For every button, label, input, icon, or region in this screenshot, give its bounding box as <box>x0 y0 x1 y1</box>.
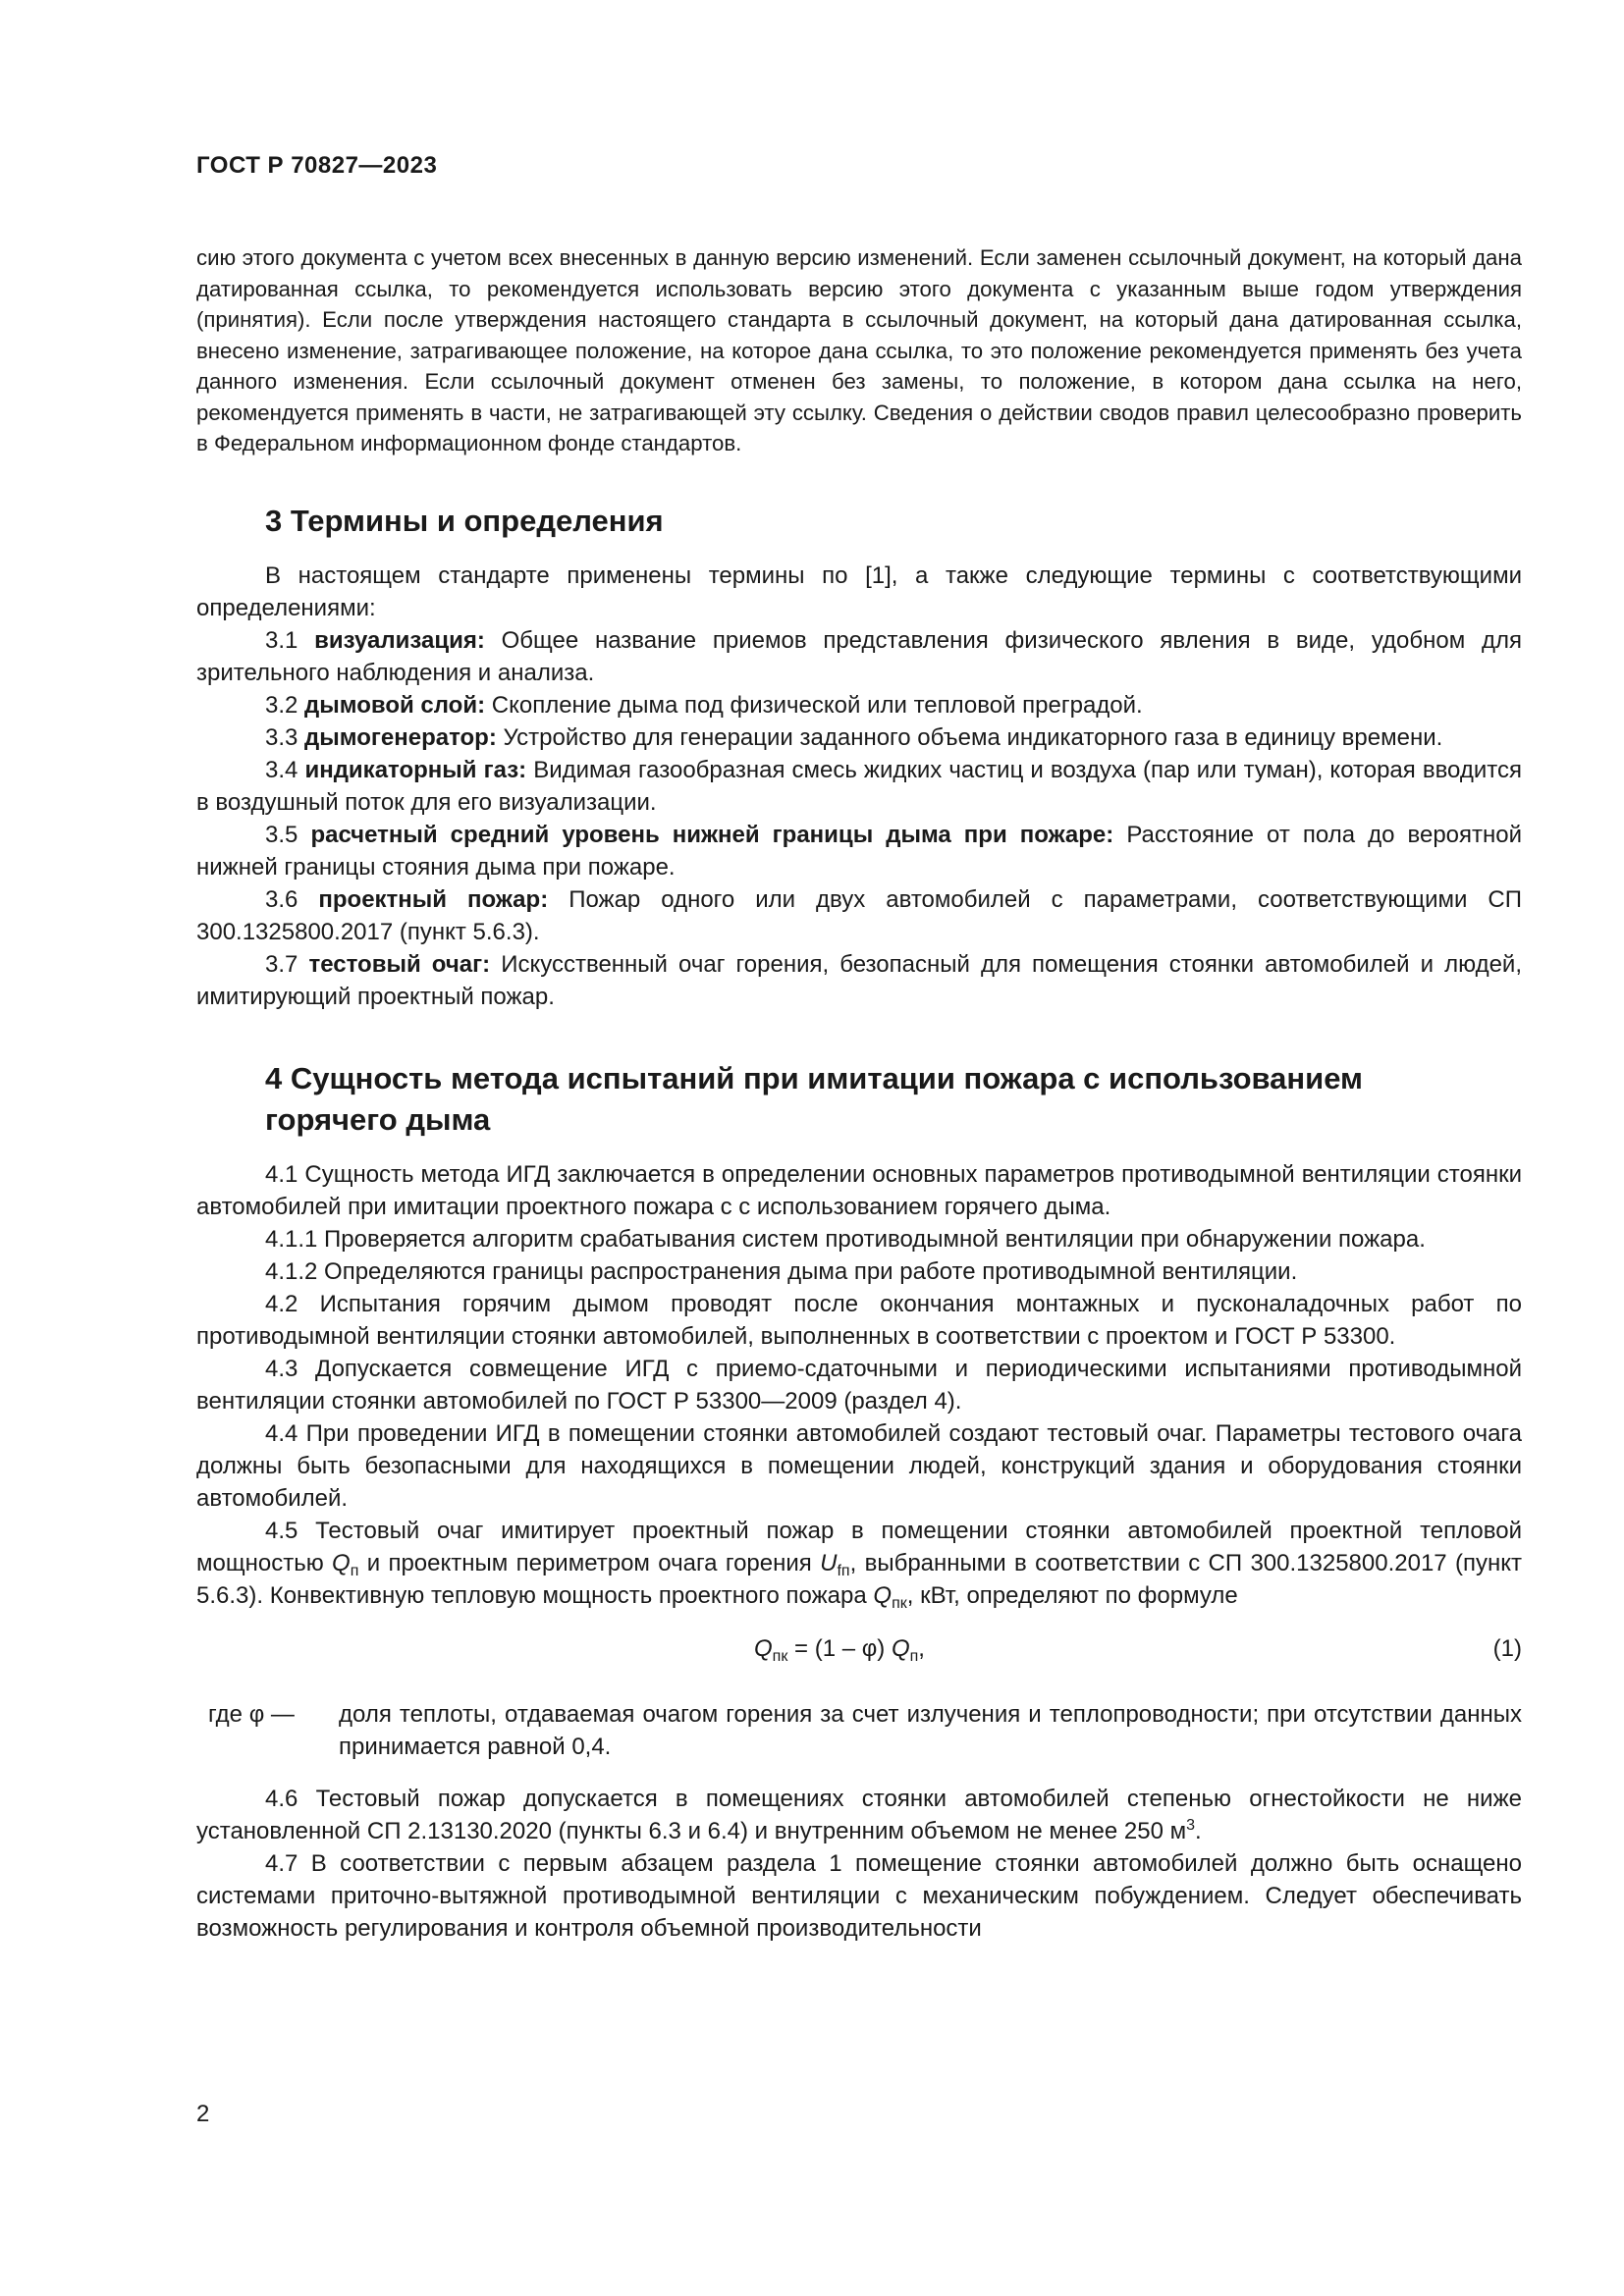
p45-text-3: , выбранными в соответствии с СП 300.1325800.2017 (пункт 5.6.3). Конвективную тепловую мощность проектного пожара <box>196 1549 1522 1609</box>
paragraph-4-3: 4.3 Допускается совмещение ИГД с приемо-сдаточными и периодическими испытаниями противодымной вентиляции стоянки автомобилей по ГОСТ Р 53300—2009 (раздел 4). <box>196 1355 1522 1415</box>
where-clause <box>196 1698 1522 1763</box>
term-definition: Общее название приемов представления физического явления в виде, удобном для зрительного наблюдения и анализа. <box>196 626 1522 686</box>
formula-rhs: Q <box>891 1634 910 1662</box>
term-number: 3.7 <box>265 950 298 978</box>
paragraph-4-6 <box>196 1783 1522 1847</box>
term-definition: Скопление дыма под физической или тепловой преградой. <box>491 691 1143 719</box>
section-3-heading: 3 Термины и определения <box>265 503 664 538</box>
term-3-5 <box>196 819 1522 883</box>
var-q: Q <box>332 1549 351 1576</box>
formula-1 <box>196 1629 1522 1677</box>
term-3-4 <box>196 754 1522 819</box>
formula-rhs-sub: п <box>909 1647 919 1665</box>
formula-lhs: Q <box>754 1634 773 1662</box>
formula-expression <box>754 1635 925 1663</box>
formula-tail: , <box>918 1634 925 1662</box>
term-number: 3.2 <box>265 691 298 719</box>
term-3-2 <box>196 689 1522 721</box>
where-label: где φ — <box>208 1700 295 1728</box>
term-name: расчетный средний уровень нижней границы дыма при пожаре: <box>310 821 1114 848</box>
paragraph-4-2: 4.2 Испытания горячим дымом проводят после окончания монтажных и пусконаладочных работ по противодымной вентиляции стоянки автомобилей, выполненных в соответствии с проектом и ГОСТ Р 53300. <box>196 1290 1522 1350</box>
paragraph-4-7: 4.7 В соответствии с первым абзацем раздела 1 помещение стоянки автомобилей должно быть оснащено системами приточно-вытяжной противодымной вентиляции с механическим побуждением. Следует обеспечивать возможность регулирования и контроля объемной производительности <box>196 1849 1522 1942</box>
section-4-heading-line1: 4 Сущность метода испытаний при имитации пожара с использованием <box>265 1060 1363 1095</box>
term-definition: Пожар одного или двух автомобилей с параметрами, соответствующими СП 300.1325800.2017 (пункт 5.6.3). <box>196 885 1522 945</box>
section-3-lead: В настоящем стандарте применены термины по [1], а также следующие термины с соответствующими определениями: <box>196 561 1522 621</box>
term-number: 3.1 <box>265 626 298 654</box>
term-name: тестовый очаг: <box>308 950 491 978</box>
paragraph-4-1: 4.1 Сущность метода ИГД заключается в определении основных параметров противодымной вентиляции стоянки автомобилей при имитации проектного пожара с с использованием горячего дыма. <box>196 1160 1522 1220</box>
term-number: 3.3 <box>265 723 298 751</box>
term-name: проектный пожар: <box>318 885 549 913</box>
section-4-heading <box>196 1058 1522 1141</box>
term-number: 3.6 <box>265 885 298 913</box>
term-number: 3.5 <box>265 821 298 848</box>
term-number: 3.4 <box>265 756 298 783</box>
term-3-1 <box>196 624 1522 689</box>
term-name: индикаторный газ: <box>304 756 527 783</box>
document-id-header: ГОСТ Р 70827—2023 <box>196 152 438 179</box>
var-qk: Q <box>873 1581 893 1609</box>
section-4-heading-line2: горячего дыма <box>265 1101 491 1137</box>
term-definition: Искусственный очаг горения, безопасный для помещения стоянки автомобилей и людей, имитирующий проектный пожар. <box>196 950 1522 1010</box>
p46-tail: . <box>1195 1817 1202 1844</box>
term-name: визуализация: <box>314 626 485 654</box>
p45-text-4: , кВт, определяют по формуле <box>906 1581 1238 1609</box>
intro-paragraph: сию этого документа с учетом всех внесенных в данную версию изменений. Если заменен ссылочный документ, на который дана датированная ссылка, то рекомендуется использовать версию этого документа с указанным выше годом утверждения (принятия). Если после утверждения настоящего стандарта в ссылочный документ, на который дана датированная ссылка, внесено изменение, затрагивающее положение, на которое дана ссылка, то это положение рекомендуется применять без учета данного изменения. Если ссылочный документ отменен без замены, то положение, в котором дана ссылка на него, рекомендуется применять в части, не затрагивающей эту ссылку. Сведения о действии сводов правил целесообразно проверить в Федеральном информационном фонде стандартов. <box>196 245 1522 455</box>
term-definition: Расстояние от пола до вероятной нижней границы стояния дыма при пожаре. <box>196 821 1523 881</box>
var-q-sub: п <box>350 1562 359 1579</box>
term-3-3 <box>196 721 1522 754</box>
formula-number: (1) <box>1492 1634 1522 1662</box>
term-definition: Устройство для генерации заданного объема индикаторного газа в единицу времени. <box>503 723 1443 751</box>
term-name: дымовой слой: <box>304 691 486 719</box>
where-text: доля теплоты, отдаваемая очагом горения за счет излучения и теплопроводности; при отсутствии данных принимается равной 0,4. <box>339 1700 1522 1760</box>
paragraph-4-1-2: 4.1.2 Определяются границы распространения дыма при работе противодымной вентиляции. <box>265 1257 1298 1285</box>
page-number: 2 <box>196 2101 210 2127</box>
var-u: U <box>820 1549 838 1576</box>
paragraph-4-1-1: 4.1.1 Проверяется алгоритм срабатывания систем противодымной вентиляции при обнаружении пожара. <box>265 1225 1426 1253</box>
p45-text-2: и проектным периметром очага горения <box>358 1549 821 1576</box>
var-u-sub: fп <box>837 1562 850 1579</box>
term-definition: Видимая газообразная смесь жидких частиц и воздуха (пар или туман), которая вводится в воздушный поток для его визуализации. <box>196 756 1523 816</box>
term-name: дымогенератор: <box>304 723 497 751</box>
term-3-6 <box>196 883 1522 948</box>
paragraph-4-4: 4.4 При проведении ИГД в помещении стоянки автомобилей создают тестовый очаг. Параметры тестового очага должны быть безопасными для находящихся в помещении людей, конструкций здания и оборудования стоянки автомобилей. <box>196 1419 1522 1512</box>
paragraph-4-5 <box>196 1515 1522 1612</box>
p46-text: 4.6 Тестовый пожар допускается в помещениях стоянки автомобилей степенью огнестойкости не ниже установленной СП 2.13130.2020 (пункты 6.3 и 6.4) и внутренним объемом не менее 250 м <box>196 1785 1522 1844</box>
formula-lhs-sub: пк <box>772 1647 788 1665</box>
p46-sup: 3 <box>1186 1816 1196 1834</box>
var-qk-sub: пк <box>892 1594 907 1612</box>
term-3-7 <box>196 948 1522 1013</box>
p45-text-1: 4.5 Тестовый очаг имитирует проектный пожар в помещении стоянки автомобилей проектной тепловой мощностью <box>196 1517 1522 1576</box>
formula-mid: = (1 – φ) <box>787 1634 892 1662</box>
